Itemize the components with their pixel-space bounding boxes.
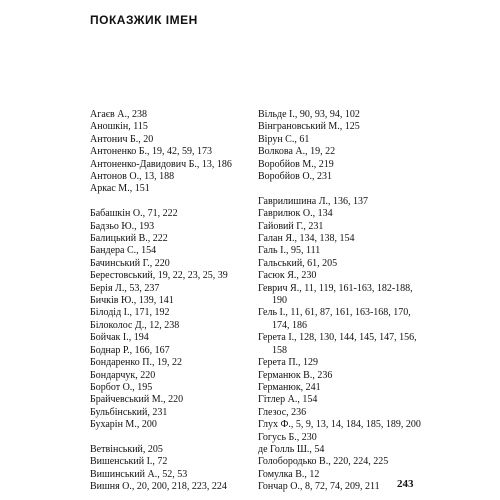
index-entry: Гаврилюк О., 134 — [258, 208, 333, 220]
index-entry: Брайчевський М., 220 — [90, 394, 184, 406]
index-column-left — [90, 109, 260, 494]
index-entry: Галь І., 95, 111 — [258, 245, 321, 257]
index-entry: Гітлер А., 154 — [258, 394, 318, 406]
index-entry: Аркас М., 151 — [90, 183, 150, 195]
index-entry: Бичків Ю., 139, 141 — [90, 295, 174, 307]
index-entry: Антоненко-Давидович Б., 13, 186 — [90, 158, 232, 170]
index-entry: Герета П., 129 — [258, 357, 319, 369]
index-entry: Гончар О., 8, 72, 74, 209, 211 — [258, 481, 380, 493]
index-entry: Борбот О., 195 — [90, 381, 153, 393]
index-entry: Бондарчук, 220 — [90, 369, 156, 381]
index-entry: Берія Л., 53, 237 — [90, 282, 160, 294]
index-entry: Германюк В., 236 — [258, 369, 333, 381]
index-entry: Антонов О., 13, 188 — [90, 171, 175, 183]
index-title: ПОКАЗЖИК ІМЕН — [90, 13, 198, 27]
index-entry: Волкова А., 19, 22 — [258, 146, 336, 158]
index-entry: Бадзьо Ю., 193 — [90, 220, 155, 232]
index-entry: Вірун С., 61 — [258, 133, 310, 145]
index-entry: Воробйов М., 219 — [258, 158, 334, 170]
index-entry: Агаєв А., 238 — [90, 109, 147, 120]
index-entry: Гайовий Г., 231 — [258, 220, 324, 232]
index-entry: Берестовський, 19, 22, 23, 25, 39 — [90, 270, 228, 282]
index-entry: Бухарін М., 200 — [90, 419, 157, 431]
index-entry: Вінграновський М., 125 — [258, 121, 360, 133]
index-entry: Вишня О., 20, 200, 218, 223, 224 — [90, 481, 227, 493]
index-entry: Голобородько В., 220, 224, 225 — [258, 456, 389, 468]
index-entry: Германюк, 241 — [258, 381, 321, 393]
index-entry: Балицький В., 222 — [90, 233, 168, 245]
index-entry: Бачинський Г., 220 — [90, 257, 170, 269]
index-entry: Антонич Б., 20 — [90, 133, 154, 145]
section-gap — [258, 183, 428, 195]
index-entry: Гальський, 61, 205 — [258, 257, 338, 269]
index-entry: Воробйов О., 231 — [258, 171, 333, 183]
index-column-right — [258, 109, 428, 494]
page-number: 243 — [397, 478, 414, 490]
index-entry: Бойчак І., 194 — [90, 332, 149, 344]
index-entry: Антоненко Б., 19, 42, 59, 173 — [90, 146, 213, 158]
index-entry: Гогусь Б., 230 — [258, 431, 317, 443]
index-entry: Вільде І., 90, 93, 94, 102 — [258, 109, 360, 120]
index-entry: Бабашкін О., 71, 222 — [90, 208, 178, 220]
index-entry: Гель І., 11, 61, 87, 161, 163-168, 170, 174, 186 — [258, 307, 411, 331]
index-entry: Вишинський А., 52, 53 — [90, 468, 188, 480]
index-entry: Герета І., 128, 130, 144, 145, 147, 156, 158 — [258, 332, 417, 356]
index-entry: Глезос, 236 — [258, 406, 307, 418]
index-entry: Бульбінський, 231 — [90, 406, 168, 418]
index-entry: Боднар Р., 166, 167 — [90, 344, 170, 356]
index-entry: Білоколос Д., 12, 238 — [90, 319, 180, 331]
index-entry: Вишенський І., 72 — [90, 456, 168, 468]
index-entry: Ветвінський, 205 — [90, 443, 163, 455]
index-entry: Бондаренко П., 19, 22 — [90, 357, 182, 369]
index-entry: Бандера С., 154 — [90, 245, 157, 257]
section-gap — [90, 432, 260, 444]
index-entry: де Голль Ш., 54 — [258, 443, 325, 455]
index-entry: Гаврилишина Л., 136, 137 — [258, 195, 369, 207]
index-entry: Аношкін, 115 — [90, 121, 148, 133]
index-entry: Гасюк Я., 230 — [258, 270, 317, 282]
index-entry: Білодід І., 171, 192 — [90, 307, 170, 319]
index-entry: Гомулка В., 12 — [258, 468, 320, 480]
index-entry: Глух Ф., 5, 9, 13, 14, 184, 185, 189, 200 — [258, 419, 421, 431]
index-entry: Геврич Я., 11, 119, 161-163, 182-188, 190 — [258, 282, 413, 307]
section-gap — [90, 196, 260, 208]
index-entry: Галан Я., 134, 138, 154 — [258, 233, 355, 245]
